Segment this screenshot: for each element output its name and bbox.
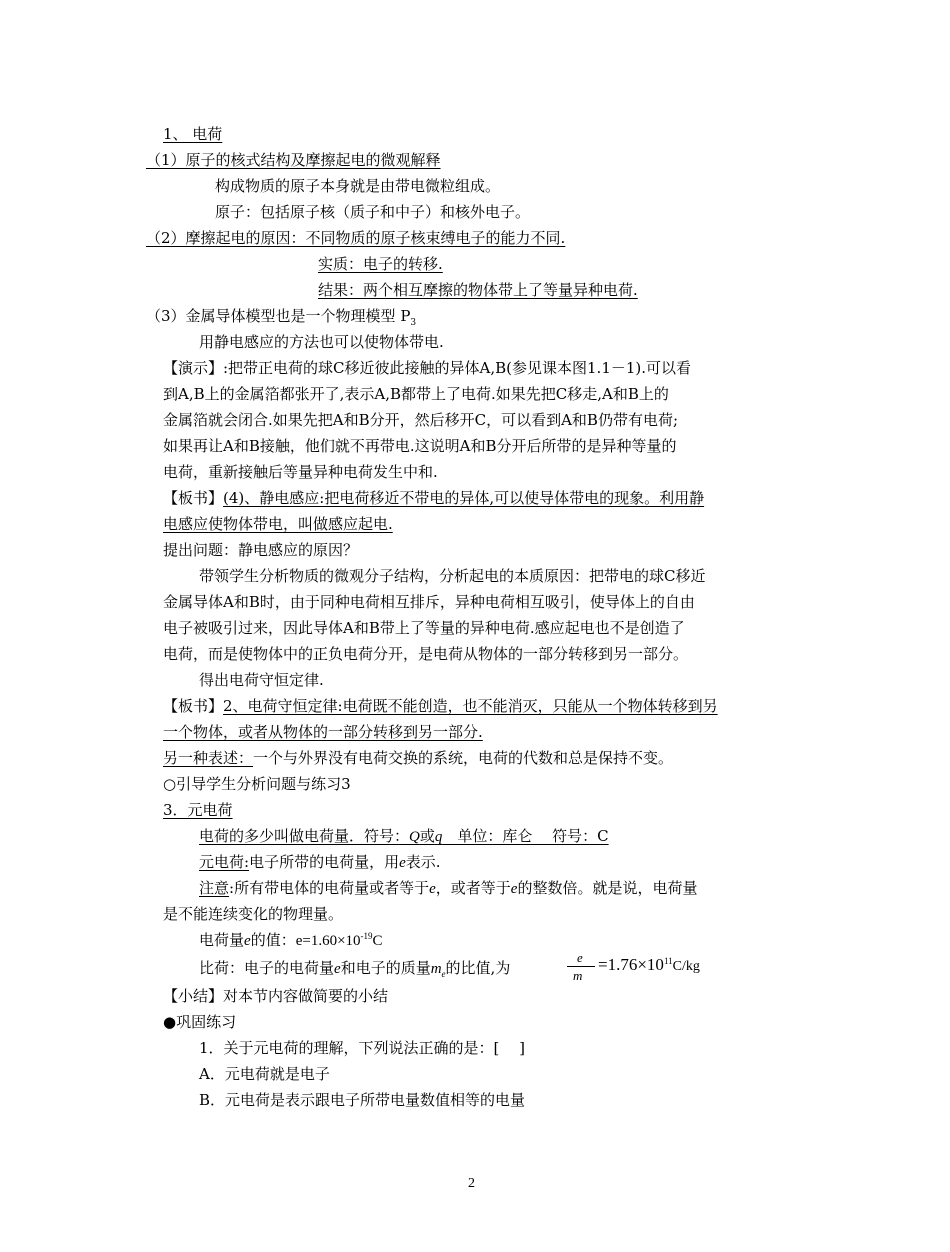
text-span: ，或者等于 (435, 879, 511, 897)
fraction-denominator: m (573, 968, 583, 983)
symbol-e: e (510, 881, 518, 897)
note-line (199, 878, 697, 900)
unit: C (372, 933, 383, 949)
symbol-e: e (334, 961, 341, 977)
board-tag: 【板书】 (163, 489, 224, 507)
text-span: 的整数倍。就是说，电荷量 (517, 879, 698, 897)
text-span: 或 (419, 827, 435, 845)
text-span: 电荷的多少叫做电荷量．符号： (199, 827, 410, 845)
text-span: 的比值,为 (445, 959, 511, 977)
text-line: 一个物体，或者从物体的一部分转移到另一部分. (163, 723, 483, 741)
question-line: 提出问题：静电感应的原因？ (163, 541, 359, 559)
label-span: 注意 (199, 879, 230, 897)
text-line: 带领学生分析物质的微观分子结构，分析起电的本质原因：把带电的球C移近 (199, 567, 706, 585)
fraction-numerator: e (577, 950, 583, 965)
text-line: 电子被吸引过来，因此导体A和B带上了等量的异种电荷.感应起电也不是创造了 (163, 619, 685, 637)
symbol-m: m (430, 961, 442, 977)
text-span: 电荷量 (199, 931, 245, 949)
subheading-friction-cause: （2）摩擦起电的原因：不同物质的原子核束缚电子的能力不同. (146, 229, 566, 247)
formula-text: e=1.60×10 (295, 933, 361, 949)
subscript: e (441, 969, 446, 979)
text-span: 2、电荷守恒定律:电荷既不能创造，也不能消灭，只能从一个物体转移到另 (223, 697, 718, 715)
demo-line: 到A,B上的金属箔都张开了,表示A,B都带上了电荷.如果先把C移走,A和B上的 (163, 385, 669, 403)
exercise-option-a: A．元电荷就是电子 (199, 1065, 330, 1083)
alternate-statement (163, 748, 673, 770)
demo-line: 金属箔就会闭合.如果先把A和B分开，然后移开C，可以看到A和B仍带有电荷; (163, 411, 679, 429)
specific-charge-value (598, 955, 700, 977)
section-heading-3: 3．元电荷 (163, 801, 233, 819)
text-span: :所有带电体的电荷量或者等于 (229, 879, 430, 897)
heading-text: 1、 电荷 (163, 125, 223, 143)
demo-line: 如果再让A和B接触，他们就不再带电.这说明A和B分开后所带的是异种等量的 (163, 437, 677, 455)
demo-line: 电荷，重新接触后等量异种电荷发生中和. (163, 463, 438, 481)
text-line: 得出电荷守恒定律. (199, 671, 324, 689)
elementary-charge-line (199, 852, 441, 874)
text-line: 原子：包括原子核（质子和中子）和核外电子。 (215, 203, 531, 221)
text-span: 比荷：电子的电荷量 (199, 959, 335, 977)
text-span: （3）金属导体模型也是一个物理模型 P (146, 307, 411, 325)
text-line: 用静电感应的方法也可以使物体带电. (199, 333, 444, 351)
text-span: 和电子的质量 (340, 959, 431, 977)
guide-line: ○引导学生分析问题与练习3 (163, 775, 351, 793)
text-span: 单位：库仑 符号：C (442, 827, 609, 845)
text-line: 结果：两个相互摩擦的物体带上了等量异种电荷. (318, 281, 638, 299)
text-line: 实质：电子的转移. (318, 255, 443, 273)
formula-text: =1.76×10 (598, 955, 664, 974)
label-span: 元电荷: (199, 853, 250, 871)
charge-quantity-line (199, 826, 609, 848)
summary-line: 【小结】对本节内容做简要的小结 (163, 987, 389, 1005)
board-note-induction (163, 488, 704, 510)
board-tag: 【板书】 (163, 697, 224, 715)
unit: C/kg (672, 959, 700, 974)
exercise-heading: ●巩固练习 (163, 1013, 237, 1031)
text-line: 电荷，而是使物体中的正负电荷分开，是电荷从物体的一部分转移到另一部分。 (163, 645, 689, 663)
text-span: 电子所带的电荷量，用 (249, 853, 400, 871)
text-line: 电感应使物体带电，叫做感应起电. (163, 515, 393, 533)
demo-line: 【演示】:把带正电荷的球C移近彼此接触的异体A,B(参见课本图1.1－1).可以看 (163, 359, 692, 377)
text-span: (4)、静电感应:把电荷移近不带电的异体,可以使导体带电的现象。利用静 (223, 489, 705, 507)
symbol-e: e (429, 881, 436, 897)
symbol-e: e (399, 855, 406, 871)
text-line: 构成物质的原子本身就是由带电微粒组成。 (215, 177, 501, 195)
label-span: 另一种表述： (163, 749, 254, 767)
text-line: 是不能连续变化的物理量。 (163, 905, 344, 923)
page-number: 2 (468, 1176, 475, 1191)
exponent: 11 (663, 956, 673, 966)
exercise-question: 1．关于元电荷的理解，下列说法正确的是：[ ] (199, 1039, 526, 1057)
section-heading-1 (163, 124, 222, 146)
text-span: 一个与外界没有电荷交换的系统，电荷的代数和总是保持不变。 (253, 749, 674, 767)
fraction-bar (567, 966, 595, 967)
subheading-metal-model (146, 306, 416, 328)
charge-value-line (199, 930, 383, 952)
symbol-e: e (244, 933, 251, 949)
specific-charge-line (199, 958, 510, 980)
text-span: 的值： (250, 931, 296, 949)
exercise-option-b: B．元电荷是表示跟电子所带电量数值相等的电量 (199, 1091, 526, 1109)
subscript: 3 (410, 318, 417, 328)
board-note-conservation (163, 696, 718, 718)
symbol-Q: Q (409, 829, 420, 845)
subheading-atomic-structure: （1）原子的核式结构及摩擦起电的微观解释 (146, 151, 441, 169)
exponent: -19 (360, 931, 373, 941)
text-span: 表示. (405, 853, 441, 871)
text-line: 金属导体A和B时，由于同种电荷相互排斥，异种电荷相互吸引，使导体上的自由 (163, 593, 695, 611)
symbol-q: q (434, 829, 443, 845)
